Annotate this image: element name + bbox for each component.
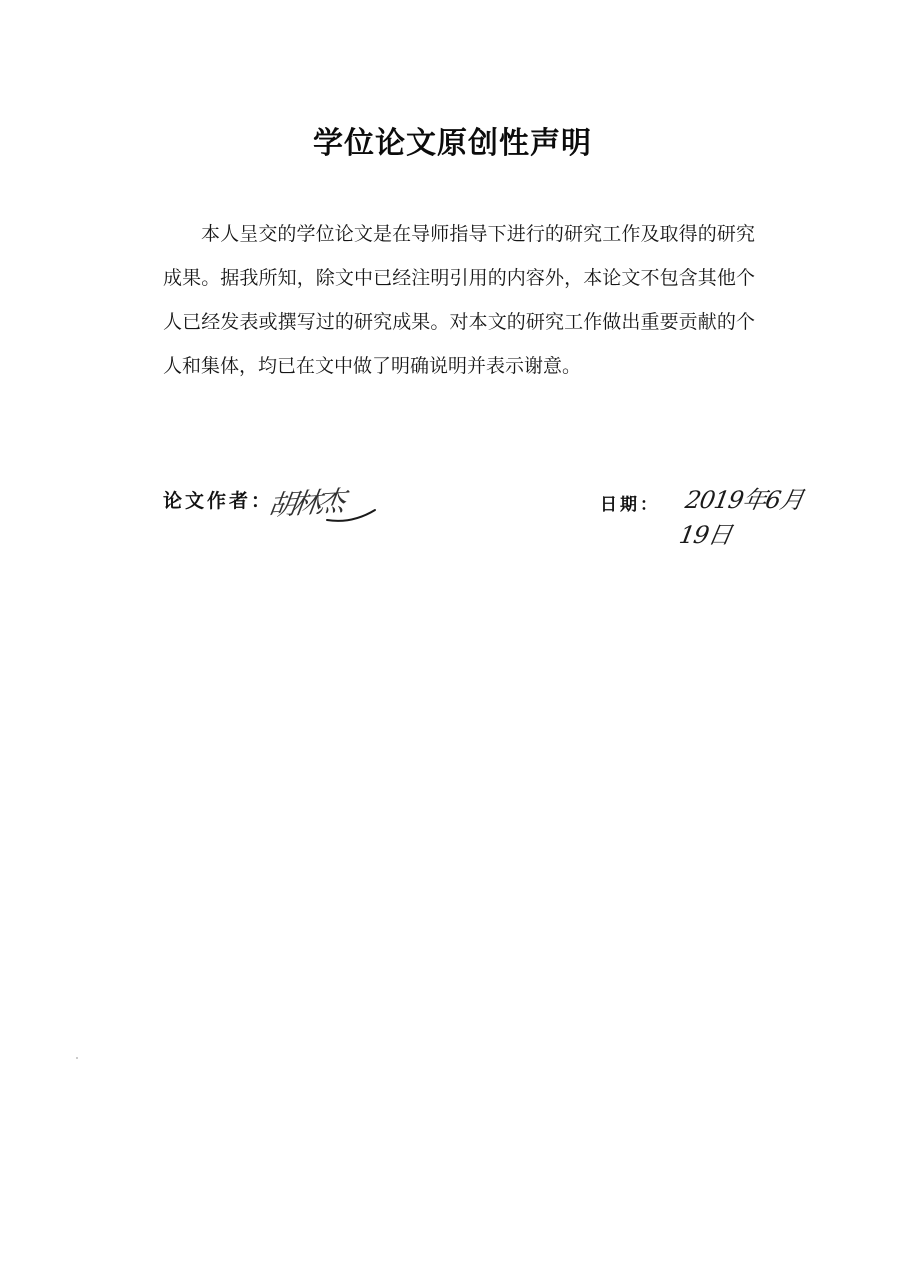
- signature-flourish-icon: [267, 480, 387, 530]
- signature-row: [163, 480, 813, 549]
- author-signature: [267, 480, 387, 530]
- author-signature-text: 胡林杰: [265, 484, 344, 523]
- scan-speck: [76, 1057, 78, 1059]
- page-title: 学位论文原创性声明: [313, 126, 592, 161]
- statement-paragraph: 本人呈交的学位论文是在导师指导下进行的研究工作及取得的研究成果。据我所知，除文中已经注明引用的内容外，本论文不包含其他个人已经发表或撰写过的研究成果。对本文的研究工作做出重要贡献的个人和集体，均已在文中做了明确说明并表示谢意。: [163, 223, 755, 377]
- date-handwritten: 2019年6月19日: [677, 486, 806, 549]
- date-label: 日期：: [600, 495, 660, 515]
- author-label: 论文作者：: [163, 490, 274, 512]
